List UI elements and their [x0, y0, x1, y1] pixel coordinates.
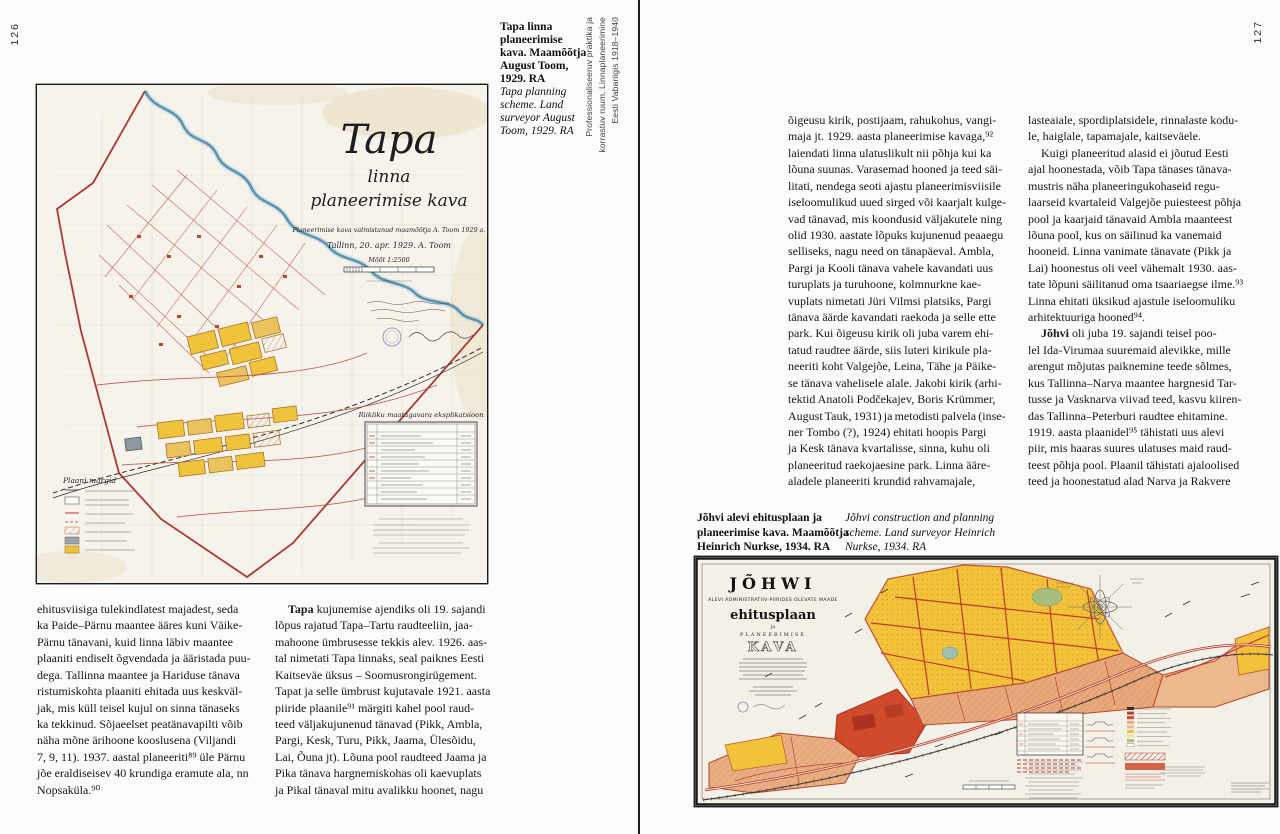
- johvi-map-subtitle: ALEVI ADMINISTRATIIV-PIIRIDES OLEVATE MAADE: [708, 598, 838, 603]
- tapa-map-byline: Planeerimise kava valmistanud maamõõtja A. Toom 1929 a.: [292, 226, 486, 234]
- johvi-caption-et: Jõhvi alevi ehitusplaan ja planeerimise kava. Maamõõtja Heinrich Nurkse, 1934. RA: [697, 512, 849, 554]
- page-number-left: 126: [9, 22, 21, 46]
- tapa-map-subtitle2: planeerimise kava: [310, 191, 468, 211]
- right-page-column-2: lasteaiale, spordiplatsidele, rinnalaste kodu- le, haiglale, tapamajale, kaitseväele. Kuigi planeeritud alasid ei jõutud Eesti ajal hoonestada, võib Tapa tänases tänava- mustris näha planeeringukohaseid regu- laarseid kvartaleid Valgejõe puiesteest põhja pool ja kaarjaid tänavaid Ambla maanteest lõuna pool, kus on säilinud ka vanemaid hooneid. Linna vanimate tänavate (Pikk ja Lai) hoonestus oli veel vähemalt 1930. aas- tate lõpuni säilitanud oma tsaariaegse ilme.⁹³ Linna ehitati üksikud ajastule iseloomuliku arhitektuuriga hooned⁹⁴. Jõhvi oli juba 19. sajandi teisel poo- lel Ida-Virumaa suuremaid alevikke, mille arengut mõjutas paiknemine teede sõlmes, kus Tallinna–Narva maantee hargnesid Tar- tusse ja Vasknarva viivad teed, kasvu kiiren- das Tallinna–Peterburi raudtee ehitamine. 1919. aasta plaanidel⁹⁵ tähistati uus alevi piir, mis haaras suures ulatuses maid raud- teest põhja pool. Plaanil tähistati ajaloolised teed ja hoonestatud alad Narva ja Rakvere: [1028, 113, 1244, 489]
- johvi-map-line4: KAVA: [747, 640, 799, 655]
- tapa-caption-et: Tapa linna planeerimise kava. Maamõõtja August Toom, 1929. RA: [500, 21, 587, 85]
- left-page-column-2: Tapa kujunemise ajendiks oli 19. sajandi lõpus rajatud Tapa–Tartu raudteeliin, jaa- mahoone ümbrusesse tekkis alev. 1926. aas- tal nimetati Tapa linnaks, seal paiknes Eesti Kaitseväe üksus – Soomusrongirügement. Tapat ja selle ümbrust kujutavale 1921. aasta piiride plaanile⁹¹ märgiti kahel pool raud- teed väljakujunenud tänavad (Pikk, Ambla, Pargi, Kesk, Turu, Pikk, Jaama, Ülesõidu, Lai, Õuna jt). Lõuna pool raudteed Jaama ja Pika tänava hargnemiskohas oli kaevuplats ja Pikal tänaval mitu avalikku hoonet, nagu: [275, 602, 491, 797]
- tapa-map-title: Tapa: [340, 117, 438, 163]
- johvi-caption-en: Jõhvi construction and planning scheme. Land surveyor Heinrich Nurkse, 1934. RA: [845, 512, 996, 554]
- running-title: Professionaliseeruv praktika ja korrastuv ruum. Linnaplaneerimine Eesti Vabariigis 1918–1940: [584, 17, 620, 153]
- tapa-map-figure: [37, 85, 487, 583]
- johvi-map-line3: PLANEERIMISE: [740, 632, 806, 638]
- tapa-map-scale-label: Mõõt 1:2500: [368, 256, 410, 264]
- johvi-map-line1: ehitusplaan: [730, 608, 816, 623]
- tapa-map: [37, 85, 487, 583]
- right-page-column-1: õigeusu kirik, postijaam, rahukohus, vangi- maja jt. 1929. aasta planeerimise kavaga,⁹² laiendati linna ulatuslikult nii põhja kui ka lõuna suunas. Varasemad hooned ja teed säi- litati, nendega seoti ajastu planeerimisviisile iseloomulikud uued sirged või kaarjalt kulge- vad tänavad, mis koondusid väljakutele ning olid 1930. aastate lõpuks kujunenud peaaegu selliseks, nagu need on tänapäeval. Ambla, Pargi ja Kooli tänava vahele kavandati uus turuplats ja turuhoone, kolmnurkne kae- vuplats nimetati Jüri Vilmsi platsiks, Pargi tänava äärde kavandati raekoda ja selle ette park. Kui õigeusu kirik oli juba varem ehi- tatud raudtee äärde, siis luteri kirikule pla- neeriti koht Valgejõe, Leina, Tähe ja Päike- se tänava vahelisele alale. Jakobi kirik (arhi- tektid Anatoli Podčekajev, Boris Krümmer, August Tauk, 1931) ja metodisti palvela (inse- ner Tombo (?), 1924) ehitati hoopis Pargi ja Kesk tänava kvartalisse, sinna, kuhu oli planeeritud raekojaesine park. Linna ääre- aladele planeeriti krundid rahvamajale,: [788, 113, 1007, 489]
- tapa-map-subtitle1: linna: [367, 167, 411, 187]
- table-title: Riikliku maatagavara eksplikatsioon: [358, 411, 484, 419]
- legend-title: Plaani märgid: [63, 476, 117, 485]
- tapa-map-signature: Tallinn, 20. apr. 1929. A. Toom: [327, 241, 451, 250]
- johvi-map-line2: ja: [770, 625, 776, 630]
- tapa-caption-en: Tapa planning scheme. Land surveyor August Toom, 1929. RA: [500, 86, 575, 137]
- johvi-map: [695, 557, 1277, 806]
- johvi-map-figure: [695, 557, 1277, 806]
- page-number-right: 127: [1252, 20, 1264, 44]
- left-page-column-1: ehitusviisiga tulekindlatest majadest, seda ka Paide–Pärnu maantee ääres kuni Väike- Pärnu tänavani, kuid linna läbiv maantee plaaniti endiselt õgvendada ja ääristada puu- dega. Tallinna maantee ja Hariduse tänava ristumiskohta plaaniti ehitada uus keskväl- jak, mis küll teisel kujul on sinna tänaseks ka tekkinud. Sõjaeelset peatänavapilti võib näha mõne ärihoone kooslusena (Viljandi 7, 9, 11). 1937. aastal planeeriti⁸⁹ üle Pärnu jõe eraldiseisev 40 krundiga eramute ala, nn Nopsaküla.⁹⁰: [37, 602, 251, 797]
- johvi-map-title: JÕHWI: [729, 574, 817, 593]
- page-gutter-divider: [638, 0, 640, 834]
